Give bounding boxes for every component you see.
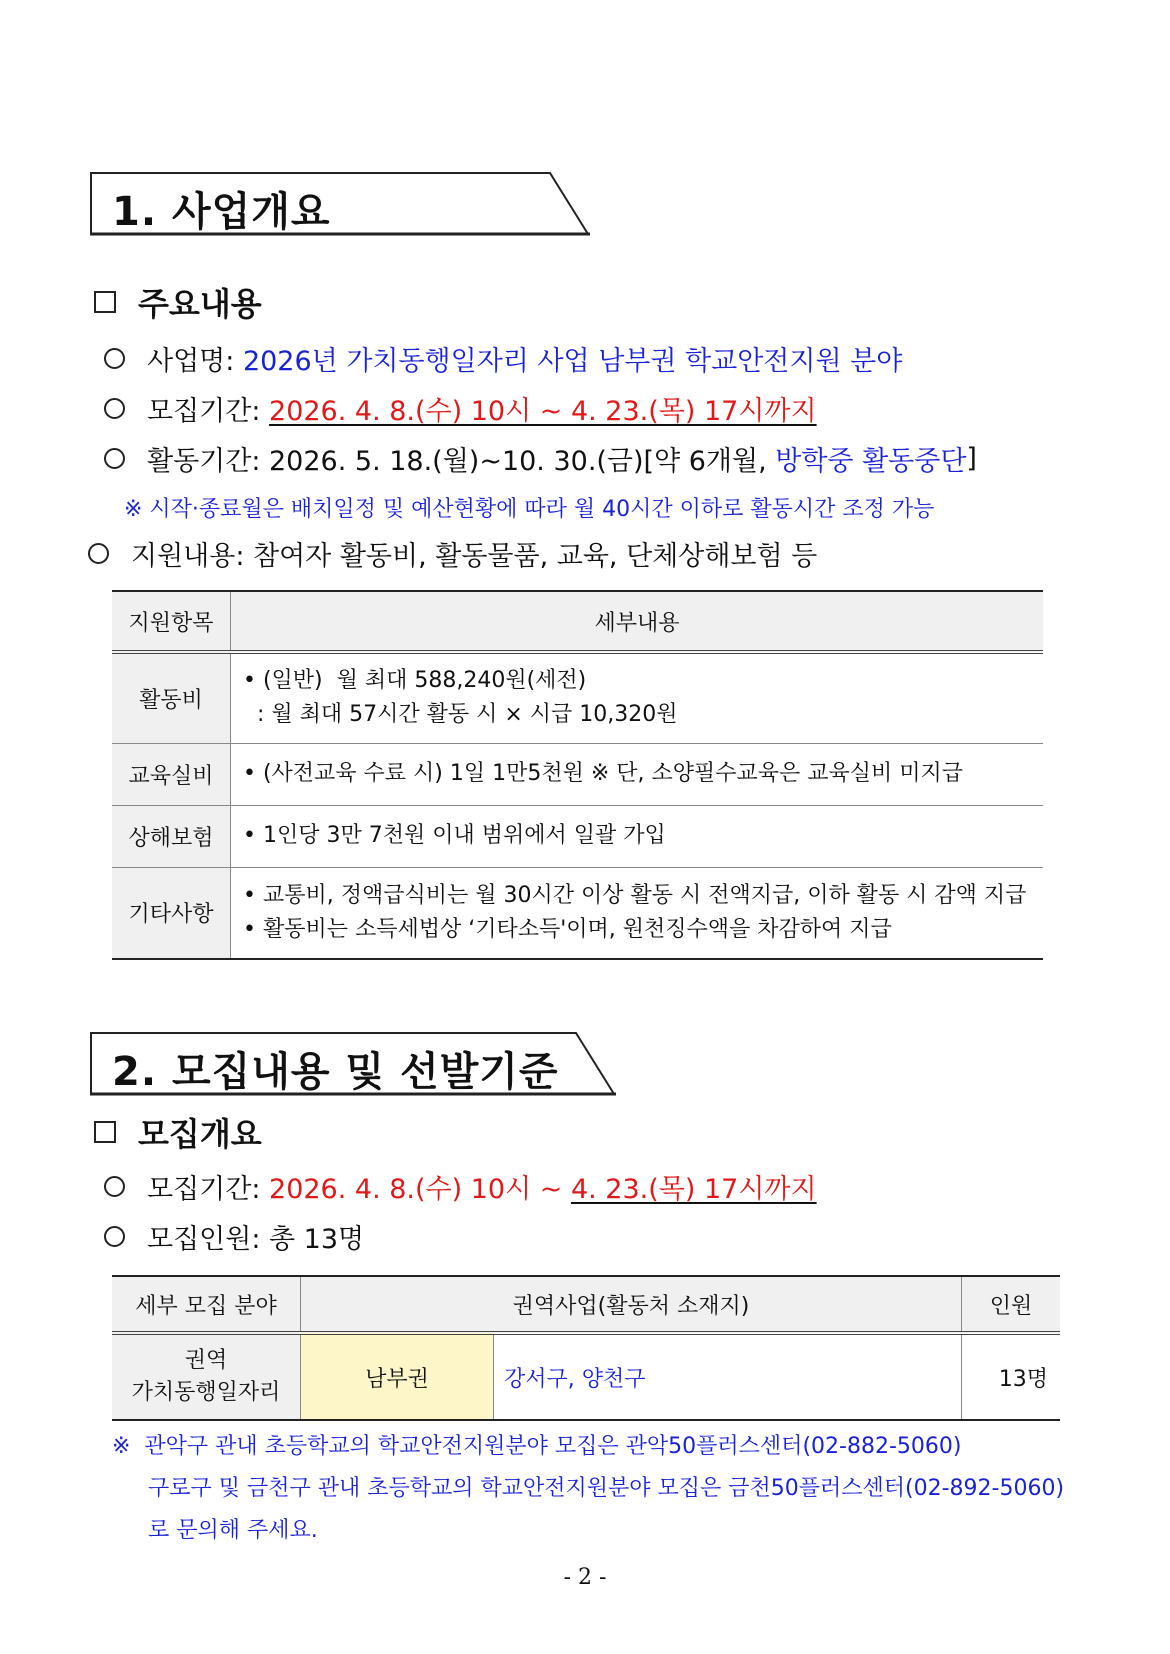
footer-note [112, 1426, 1064, 1552]
business-name-line [104, 338, 902, 378]
table-header-row [112, 1276, 1060, 1333]
circle-bullet-icon [104, 1226, 125, 1247]
row-line: : 월 최대 57시간 활동 시 × 시급 10,320원 [243, 702, 678, 728]
table-header: 인원 [962, 1276, 1061, 1333]
activity-period-highlight: 방학중 활동중단 [775, 445, 967, 477]
recruit-period-value-start: 2026. 4. 8.(수) 10시 ~ [269, 1173, 571, 1205]
section2-heading [90, 1032, 616, 1096]
section1-title: 1. 사업개요 [112, 189, 331, 235]
circle-bullet-icon [104, 1176, 125, 1197]
row-line: • 교통비, 정액급식비는 월 30시간 이상 활동 시 전액지급, 이하 활동 시 감액 지급 [243, 882, 1027, 908]
square-bullet-icon [94, 291, 116, 313]
table-row [112, 652, 1043, 743]
support-table [112, 590, 1043, 960]
row-line: • 활동비는 소득세법상 ‘기타소득'이며, 원천징수액을 차감하여 지급 [243, 916, 892, 942]
circle-bullet-icon [104, 348, 125, 369]
districts-cell: 강서구, 양천구 [494, 1333, 962, 1420]
row-content [231, 743, 1044, 805]
row-label: 교육실비 [112, 743, 231, 805]
activity-period-end: ] [966, 442, 977, 474]
table-row [112, 867, 1043, 959]
circle-bullet-icon [104, 398, 125, 419]
subheading-text: 모집개요 [138, 1115, 262, 1153]
support-content-line [88, 533, 817, 573]
recruit-count-line [104, 1216, 364, 1256]
square-bullet-icon [94, 1121, 116, 1143]
business-name-label: 사업명: [147, 345, 243, 377]
recruit-period-value: 2026. 4. 8.(수) 10시 ~ 4. 23.(목) 17시까지 [269, 395, 817, 427]
row-line: • (일반) 월 최대 588,240원(세전) [243, 668, 587, 694]
field-line: 권역 [184, 1348, 228, 1373]
region-cell: 남부권 [301, 1333, 494, 1420]
recruit-period-value-end: 4. 23.(목) 17시까지 [570, 1173, 817, 1205]
recruit-period-label: 모집기간: [147, 395, 270, 427]
recruit-period-line [104, 388, 817, 428]
section2-subheading [94, 1112, 262, 1152]
table-row [112, 805, 1043, 867]
row-content [231, 867, 1044, 959]
row-content [231, 652, 1044, 743]
recruit-table [112, 1275, 1060, 1421]
row-line: • (사전교육 수료 시) 1일 1만5천원 ※ 단, 소양필수교육은 교육실비 미지급 [243, 761, 964, 786]
table-row [112, 743, 1043, 805]
field-line: 가치동행일자리 [131, 1380, 281, 1405]
row-line: • 1인당 3만 7천원 이내 범위에서 일괄 가입 [243, 823, 666, 848]
row-label: 상해보험 [112, 805, 231, 867]
table-header: 세부 모집 분야 [112, 1276, 301, 1333]
row-label: 기타사항 [112, 867, 231, 959]
footer-note-line: 구로구 및 금천구 관내 초등학교의 학교안전지원분야 모집은 금천50플러스센터(02-892-5060) [148, 1476, 1065, 1501]
subheading-text: 주요내용 [138, 285, 262, 323]
section1-subheading [94, 282, 262, 322]
page-number: - 2 - [563, 1565, 607, 1590]
activity-period-line [104, 438, 977, 478]
table-header: 세부내용 [231, 591, 1044, 652]
circle-bullet-icon [88, 543, 109, 564]
section2-title: 2. 모집내용 및 선발기준 [112, 1049, 559, 1095]
row-content [231, 805, 1044, 867]
activity-note: ※ 시작·종료월은 배치일정 및 예산현황에 따라 월 40시간 이하로 활동시간 조정 가능 [124, 497, 935, 522]
circle-bullet-icon [104, 448, 125, 469]
table-header: 권역사업(활동처 소재지) [301, 1276, 962, 1333]
footer-note-line: 로 문의해 주세요. [148, 1518, 318, 1543]
recruit-period-label: 모집기간: [147, 1173, 270, 1205]
recruit-count-text: 모집인원: 총 13명 [147, 1223, 365, 1255]
footer-note-line: ※ 관악구 관내 초등학교의 학교안전지원분야 모집은 관악50플러스센터(02-882-5060) [112, 1434, 962, 1459]
support-content-text: 지원내용: 참여자 활동비, 활동물품, 교육, 단체상해보험 등 [131, 540, 818, 572]
business-name-value: 2026년 가치동행일자리 사업 남부권 학교안전지원 분야 [242, 345, 903, 377]
recruit-period-line-2 [104, 1166, 817, 1206]
count-cell: 13명 [962, 1333, 1061, 1420]
field-cell [112, 1333, 301, 1420]
activity-period-label: 활동기간: 2026. 5. 18.(월)~10. 30.(금)[약 6개월, [147, 445, 776, 477]
table-header: 지원항목 [112, 591, 231, 652]
table-row [112, 1333, 1060, 1420]
row-label: 활동비 [112, 652, 231, 743]
section1-heading [90, 172, 590, 236]
